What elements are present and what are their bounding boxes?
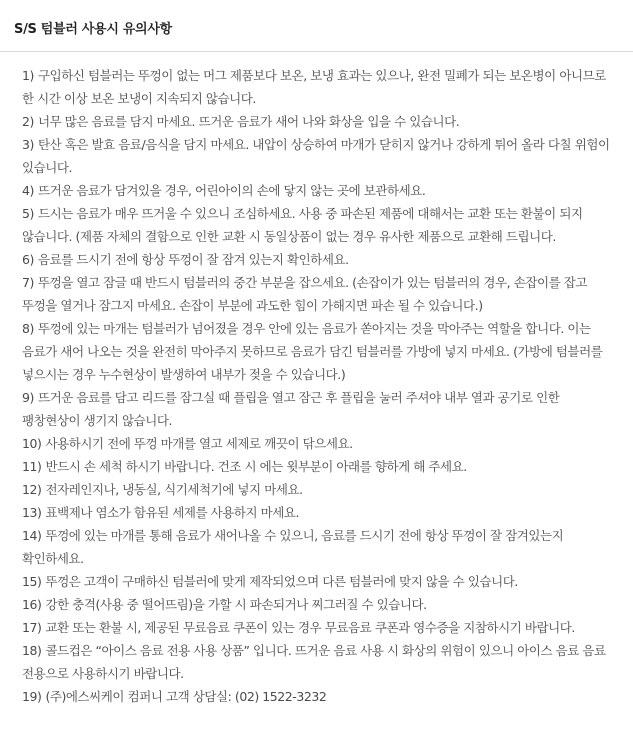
list-item-text: 뚜껑에 있는 마개는 텀블러가 넘어졌을 경우 안에 있는 음료가 쏟아지는 것을 막아주는 역할을 합니다. 이는 음료가 새어 나오는 것을 완전히 막아주지 못하므로 음료가 담긴 텀블러를 가방에 넣지 마세요. (가방에 텀블러를 넣으시는 경우 누수현상이 발생하여 내부가 젖을 수 있습니다.)	[22, 321, 603, 382]
list-item-text: 교환 또는 환불 시, 제공된 무료음료 쿠폰이 있는 경우 무료음료 쿠폰과 영수증을 지참하시기 바랍니다.	[45, 620, 575, 635]
list-item-text: 콜드컵은 “아이스 음료 전용 사용 상품” 입니다. 뜨거운 음료 사용 시 화상의 위험이 있으니 아이스 음료 음료 전용으로 사용하시기 바랍니다.	[22, 643, 606, 681]
list-item-text: 반드시 손 세척 하시기 바랍니다. 건조 시 에는 윗부분이 아래를 향하게 해 주세요.	[45, 459, 467, 474]
list-item-text: 너무 많은 음료를 담지 마세요. 뜨거운 음료가 새어 나와 화상을 입을 수 있습니다.	[37, 114, 460, 129]
list-item	[22, 616, 619, 639]
list-item	[22, 133, 619, 179]
list-item-text: 뚜껑을 열고 잠글 때 반드시 텀블러의 중간 부분을 잡으세요. (손잡이가 있는 텀블러의 경우, 손잡이를 잡고 뚜껑을 열거나 잠그지 마세요. 손잡이 부분에 과도한 힘이 가해지면 파손 될 수 있습니다.)	[22, 275, 587, 313]
list-item	[22, 524, 619, 570]
notice-body	[0, 52, 633, 708]
list-item-number: 4)	[22, 183, 34, 198]
list-item	[22, 455, 619, 478]
list-item-number: 1)	[22, 68, 34, 83]
list-item-number: 14)	[22, 528, 42, 543]
list-item	[22, 64, 619, 110]
list-item-text: 뚜껑에 있는 마개를 통해 음료가 새어나올 수 있으니, 음료를 드시기 전에 항상 뚜껑이 잘 잠겨있는지 확인하세요.	[22, 528, 564, 566]
list-item-number: 2)	[22, 114, 34, 129]
list-item	[22, 202, 619, 248]
list-item	[22, 317, 619, 386]
list-item-number: 7)	[22, 275, 34, 290]
notice-list	[22, 64, 619, 708]
list-item-number: 15)	[22, 574, 42, 589]
list-item-number: 12)	[22, 482, 42, 497]
list-item	[22, 432, 619, 455]
list-item	[22, 501, 619, 524]
list-item-text: 사용하시기 전에 뚜껑 마개를 열고 세제로 깨끗이 닦으세요.	[45, 436, 353, 451]
list-item-text: (주)에스씨케이 컴퍼니 고객 상담실: (02) 1522-3232	[45, 689, 327, 704]
list-item	[22, 570, 619, 593]
list-item	[22, 639, 619, 685]
list-item-number: 10)	[22, 436, 42, 451]
list-item-text: 표백제나 염소가 함유된 세제를 사용하지 마세요.	[45, 505, 300, 520]
list-item	[22, 685, 619, 708]
list-item	[22, 386, 619, 432]
list-item-number: 6)	[22, 252, 34, 267]
list-item-text: 드시는 음료가 매우 뜨거울 수 있으니 조심하세요. 사용 중 파손된 제품에 대해서는 교환 또는 환불이 되지 않습니다. (제품 자체의 결함으로 인한 교환 시 동일상품이 없는 경우 유사한 제품으로 교환해 드립니다.	[22, 206, 583, 244]
list-item-text: 뚜껑은 고객이 구매하신 텀블러에 맞게 제작되었으며 다른 텀블러에 맞지 않을 수 있습니다.	[45, 574, 518, 589]
list-item-number: 17)	[22, 620, 42, 635]
list-item-text: 강한 충격(사용 중 떨어뜨림)을 가할 시 파손되거나 찌그러질 수 있습니다.	[45, 597, 427, 612]
page-title: S/S 텀블러 사용시 유의사항	[14, 22, 172, 37]
list-item-number: 19)	[22, 689, 42, 704]
list-item-number: 13)	[22, 505, 42, 520]
list-item	[22, 179, 619, 202]
list-item	[22, 248, 619, 271]
list-item-number: 3)	[22, 137, 34, 152]
notice-header	[0, 0, 633, 52]
list-item-number: 11)	[22, 459, 42, 474]
list-item-text: 뜨거운 음료를 담고 리드를 잠그실 때 플립을 열고 잠근 후 플립을 눌러 주셔야 내부 열과 공기로 인한 팽창현상이 생기지 않습니다.	[22, 390, 560, 428]
list-item-number: 18)	[22, 643, 42, 658]
list-item	[22, 593, 619, 616]
list-item-text: 탄산 혹은 발효 음료/음식을 담지 마세요. 내압이 상승하여 마개가 닫히지 않거나 강하게 튀어 올라 다칠 위험이 있습니다.	[22, 137, 610, 175]
list-item	[22, 478, 619, 501]
list-item-text: 뜨거운 음료가 담겨있을 경우, 어린아이의 손에 닿지 않는 곳에 보관하세요.	[37, 183, 426, 198]
list-item-number: 9)	[22, 390, 34, 405]
list-item	[22, 110, 619, 133]
list-item-number: 16)	[22, 597, 42, 612]
list-item-text: 음료를 드시기 전에 항상 뚜껑이 잘 잠겨 있는지 확인하세요.	[37, 252, 349, 267]
list-item	[22, 271, 619, 317]
list-item-number: 8)	[22, 321, 34, 336]
list-item-number: 5)	[22, 206, 34, 221]
list-item-text: 전자레인지나, 냉동실, 식기세척기에 넣지 마세요.	[45, 482, 303, 497]
list-item-text: 구입하신 텀블러는 뚜껑이 없는 머그 제품보다 보온, 보냉 효과는 있으나, 완전 밀폐가 되는 보온병이 아니므로 한 시간 이상 보온 보냉이 지속되지 않습니다.	[22, 68, 606, 106]
